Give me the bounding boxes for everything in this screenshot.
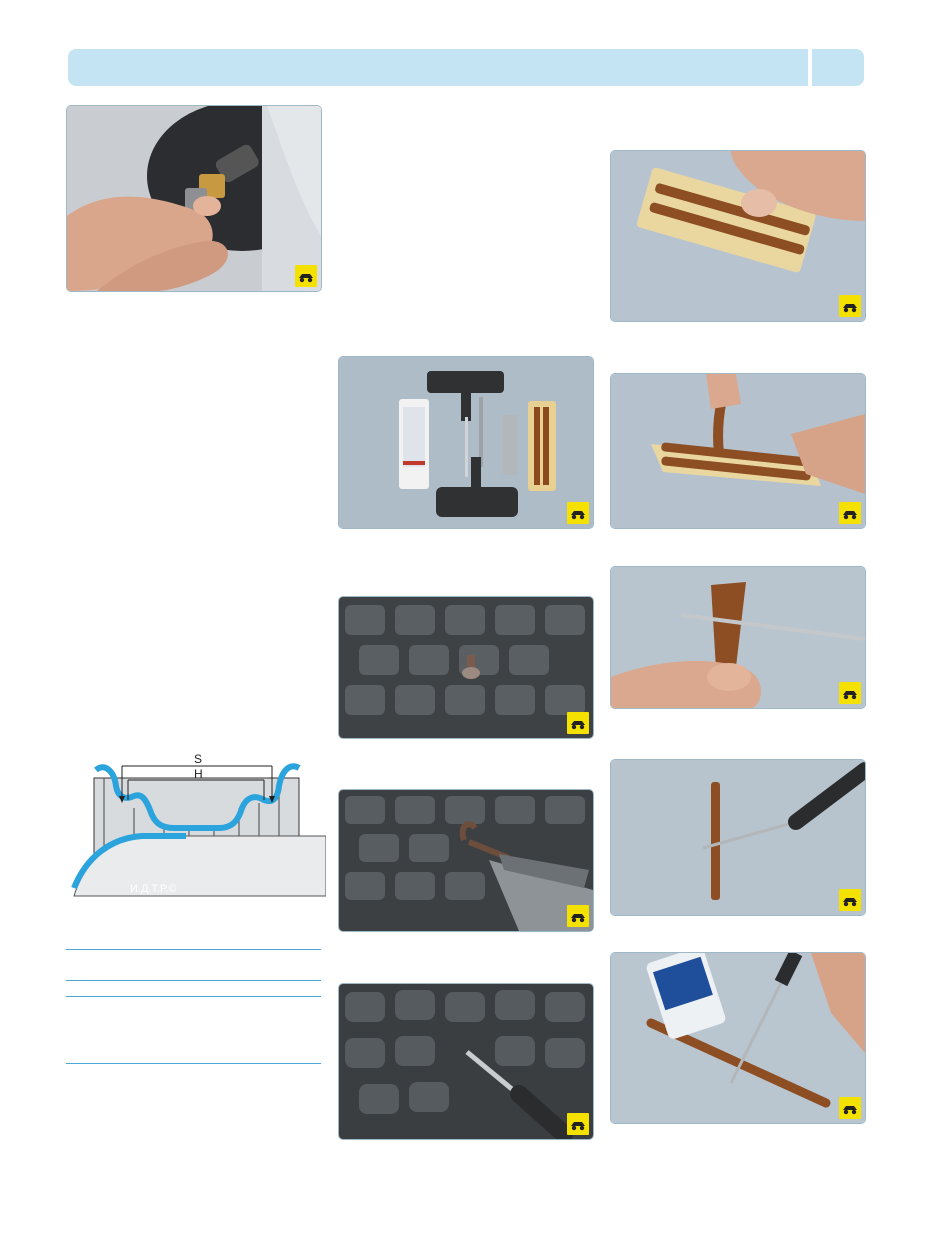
- car-icon: [567, 1113, 589, 1135]
- car-icon: [839, 682, 861, 704]
- valve-cap-photo: [67, 106, 321, 291]
- glue-application-photo: [611, 953, 865, 1123]
- nail-removal-photo: [339, 790, 593, 931]
- rim-profile-diagram: [64, 748, 326, 900]
- table-rule-4: [66, 1063, 321, 1064]
- car-icon: [839, 502, 861, 524]
- car-icon: [839, 295, 861, 317]
- plug-strips-photo: [611, 151, 865, 321]
- car-icon: [295, 265, 317, 287]
- diagram-label-h: H: [194, 767, 203, 781]
- car-icon: [839, 1097, 861, 1119]
- car-icon: [567, 712, 589, 734]
- peeling-strip-photo: [611, 374, 865, 528]
- table-rule-1: [66, 949, 321, 950]
- car-icon: [567, 502, 589, 524]
- car-icon: [839, 889, 861, 911]
- table-rule-3: [66, 996, 321, 997]
- strip-in-needle-photo: [611, 567, 865, 708]
- car-icon: [567, 905, 589, 927]
- header-bar: [68, 49, 808, 86]
- repair-kit-photo: [339, 357, 593, 528]
- diagram-copyright: И.Д.Т.Р.©: [130, 883, 177, 895]
- page-number-tab: [812, 49, 864, 86]
- nail-in-tread-photo: [339, 597, 593, 738]
- diagram-label-s: S: [194, 752, 203, 766]
- table-rule-2: [66, 980, 321, 981]
- reamer-in-tread-photo: [339, 984, 593, 1139]
- needle-threaded-strip-photo: [611, 760, 865, 915]
